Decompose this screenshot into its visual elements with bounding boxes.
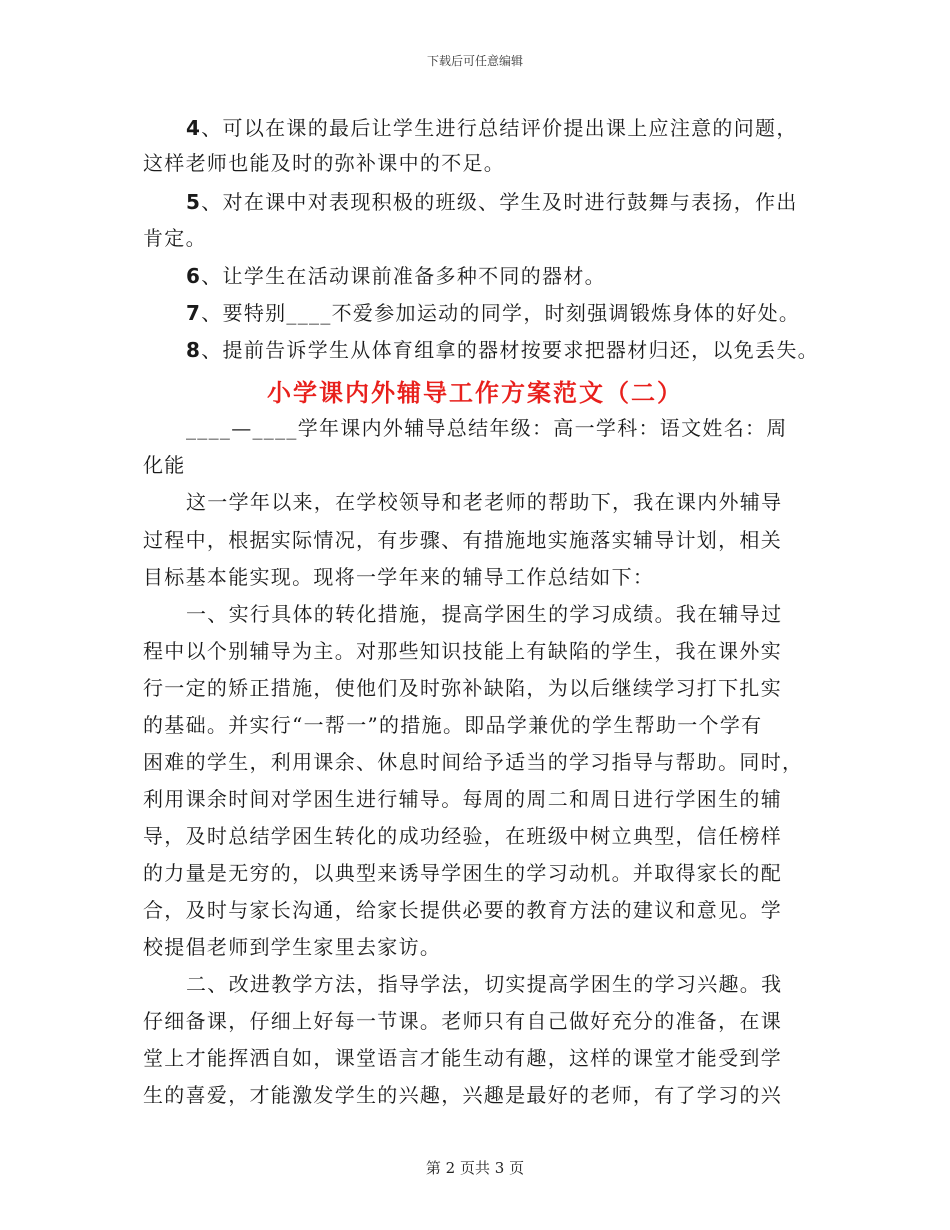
list-item-7: 7、要特别____不爱参加运动的同学，时刻强调锻炼身体的好处。 bbox=[186, 301, 801, 325]
paragraph-line: 这一学年以来，在学校领导和老老师的帮助下，我在课内外辅导 bbox=[186, 490, 783, 514]
paragraph-line: 仔细备课，仔细上好每一节课。老师只有自己做好充分的准备，在课 bbox=[143, 1009, 782, 1033]
paragraph-line: 的力量是无穷的，以典型来诱导学困生的学习动机。并取得家长的配 bbox=[143, 861, 782, 885]
list-item-4-continuation: 这样老师也能及时的弥补课中的不足。 bbox=[143, 151, 506, 175]
list-item-8: 8、提前告诉学生从体育组拿的器材按要求把器材归还，以免丢失。 bbox=[186, 338, 819, 362]
paragraph-line: 行一定的矫正措施，使他们及时弥补缺陷，为以后继续学习打下扎实 bbox=[143, 676, 782, 700]
paragraph-line: 程中以个别辅导为主。对那些知识技能上有缺陷的学生，我在课外实 bbox=[143, 639, 782, 663]
paragraph-line: 困难的学生，利用课余、休息时间给予适当的学习指导与帮助。同时， bbox=[143, 750, 804, 774]
list-item-6: 6、让学生在活动课前准备多种不同的器材。 bbox=[186, 264, 606, 288]
list-item-5: 5、对在课中对表现积极的班级、学生及时进行鼓舞与表扬，作出 bbox=[186, 190, 798, 214]
paragraph-line: 过程中，根据实际情况，有步骤、有措施地实施落实辅导计划，相关 bbox=[143, 528, 782, 552]
list-item-5-continuation: 肯定。 bbox=[143, 226, 207, 250]
paragraph-line: 导，及时总结学困生转化的成功经验，在班级中树立典型，信任榜样 bbox=[143, 824, 782, 848]
list-item-4: 4、可以在课的最后让学生进行总结评价提出课上应注意的问题， bbox=[186, 116, 798, 140]
paragraph-line: 的基础。并实行“一帮一”的措施。即品学兼优的学生帮助一个学有 bbox=[143, 713, 763, 737]
section-title: 小学课内外辅导工作方案范文（二） bbox=[267, 378, 683, 407]
paragraph-line: 堂上才能挥洒自如，课堂语言才能生动有趣，这样的课堂才能受到学 bbox=[143, 1046, 782, 1070]
page-footer: 第 2 页共 3 页 bbox=[425, 1159, 525, 1177]
paragraph-line: 校提倡老师到学生家里去家访。 bbox=[143, 935, 442, 959]
paragraph-line: 合，及时与家长沟通，给家长提供必要的教育方法的建议和意见。学 bbox=[143, 898, 782, 922]
subtitle-line: 化能 bbox=[143, 453, 186, 477]
paragraph-line: 目标基本能实现。现将一学年来的辅导工作总结如下： bbox=[143, 565, 655, 589]
paragraph-line: 生的喜爱，才能激发学生的兴趣，兴趣是最好的老师，有了学习的兴 bbox=[143, 1083, 782, 1107]
paragraph-line: 一、实行具体的转化措施，提高学困生的学习成绩。我在辅导过 bbox=[186, 602, 783, 626]
page-header: 下载后可任意编辑 bbox=[426, 54, 523, 68]
paragraph-line: 利用课余时间对学困生进行辅导。每周的周二和周日进行学困生的辅 bbox=[143, 787, 782, 811]
paragraph-line: 二、改进教学方法，指导学法，切实提高学困生的学习兴趣。我 bbox=[186, 972, 783, 996]
subtitle-line: ____—____学年课内外辅导总结年级：高一学科：语文姓名：周 bbox=[186, 416, 788, 440]
